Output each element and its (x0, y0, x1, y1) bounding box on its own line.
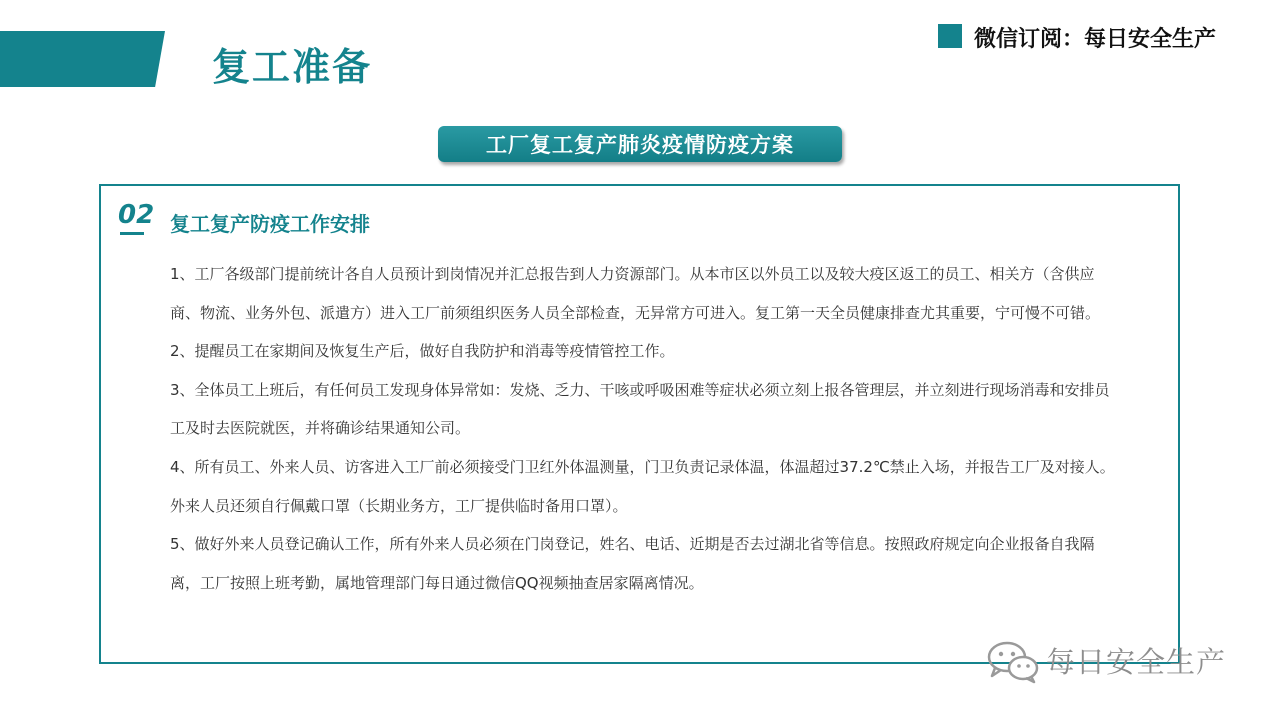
page-title: 复工准备 (212, 45, 373, 89)
paragraph-2: 2、提醒员工在家期间及恢复生产后，做好自我防护和消毒等疫情管控工作。 (170, 342, 675, 361)
section-number: 02 (118, 200, 155, 230)
watermark-text: 每日安全生产 (1046, 645, 1227, 679)
paragraph-5: 5、做好外来人员登记确认工作，所有外来人员必须在门岗登记，姓名、电话、近期是否去过湖北省等信息。按照政府规定向企业报备自我隔离，工厂按照上班考勤，属地管理部门每日通过微信QQ视频抽查居家隔离情况。 (170, 535, 1095, 592)
subscription-text: 微信订阅：每日安全生产 (974, 27, 1217, 52)
plan-title: 工厂复工复产肺炎疫情防疫方案 (486, 133, 794, 157)
paragraph-4: 4、所有员工、外来人员、访客进入工厂前必须接受门卫红外体温测量，门卫负责记录体温，体温超过37.2℃禁止入场，并报告工厂及对接人。外来人员还须自行佩戴口罩（长期业务方，工厂提供临时备用口罩）。 (170, 457, 1115, 515)
plan-title-pill (438, 126, 842, 162)
paragraph-1: 1、工厂各级部门提前统计各自人员预计到岗情况并汇总报告到人力资源部门。从本市区以外员工以及较大疫区返工的员工、相关方（含供应商、物流、业务外包、派遣方）进入工厂前须组织医务人员全部检查，无异常方可进入。复工第一天全员健康排查尤其重要，宁可慢不可错。 (170, 265, 1101, 322)
section-number-underline (120, 232, 144, 235)
subscription-marker (938, 24, 962, 48)
body-text (170, 255, 1120, 602)
paragraph-3: 3、全体员工上班后，有任何员工发现身体异常如：发烧、乏力、干咳或呼吸困难等症状必须立刻上报各管理层，并立刻进行现场消毒和安排员工及时去医院就医，并将确诊结果通知公司。 (170, 380, 1110, 438)
wechat-icon (986, 640, 1040, 684)
header-banner (0, 31, 165, 87)
section-title: 复工复产防疫工作安排 (170, 212, 370, 236)
